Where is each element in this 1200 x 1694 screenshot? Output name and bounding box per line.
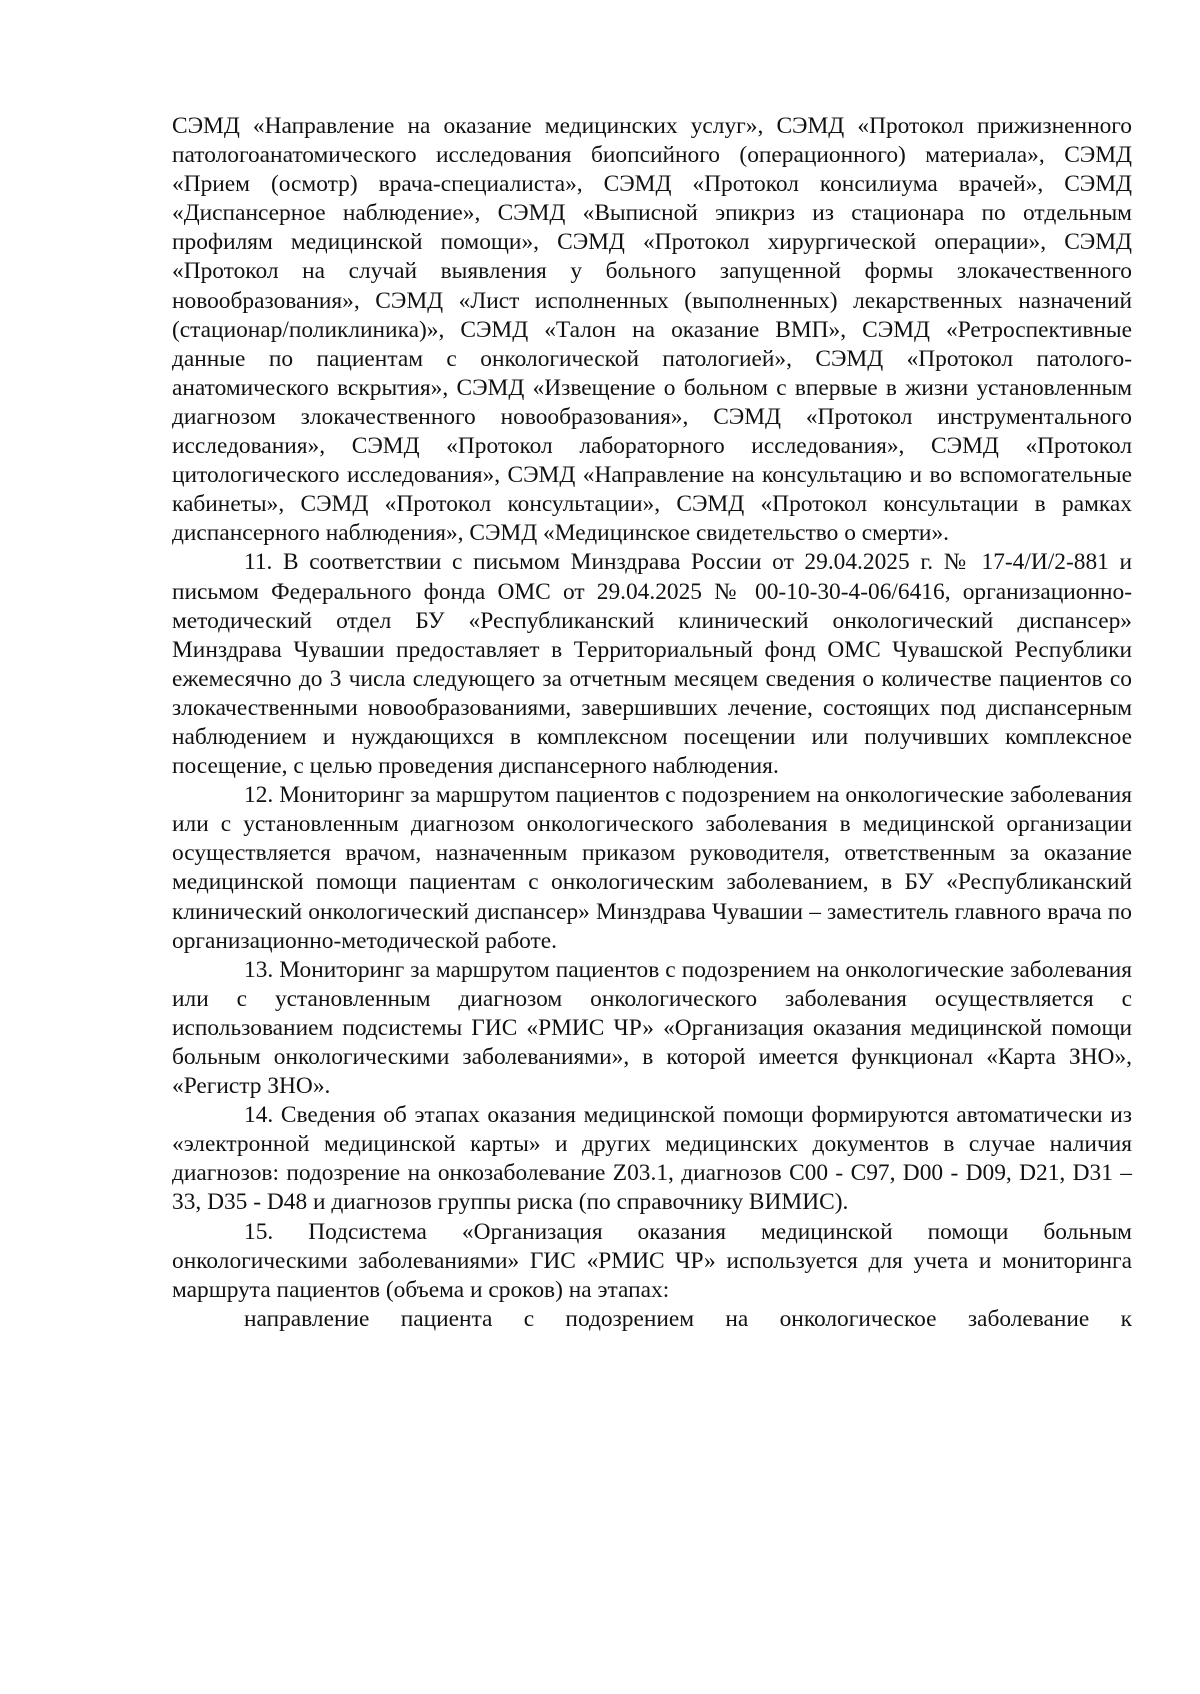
paragraph-truncated-line: направление пациента с подозрением на онкологическое заболевание к bbox=[244, 1305, 1132, 1332]
document-page bbox=[172, 112, 1132, 1334]
paragraph-item-15: 15. Подсистема «Организация оказания медицинской помощи больным онкологическими заболеваниями» ГИС «РМИС ЧР» используется для учета и мониторинга маршрута пациентов (объема и сроков) на этапах: bbox=[172, 1218, 1132, 1303]
paragraph-item-14: 14. Сведения об этапах оказания медицинской помощи формируются автоматически из «электронной медицинской карты» и других медицинских документов в случае наличия диагнозов: подозрение на онкозаболевание Z03.1, диагнозов C00 - C97, D00 - D09, D21, D31 – 33, D35 - D48 и диагнозов группы риска (по справочнику ВИМИС). bbox=[172, 1102, 1132, 1216]
paragraph-item-12: 12. Мониторинг за маршрутом пациентов с подозрением на онкологические заболевания или с установленным диагнозом онкологического заболевания в медицинской организации осуществляется врачом, назначенным приказом руководителя, ответственным за оказание медицинской помощи пациентам с онкологическим заболеванием, в БУ «Республиканский клинический онкологический диспансер» Минздрава Чувашии – заместитель главного врача по организационно-методической работе. bbox=[172, 782, 1132, 954]
paragraph-item-11: 11. В соответствии с письмом Минздрава России от 29.04.2025 г. № 17-4/И/2-881 и письмом Федерального фонда ОМС от 29.04.2025 № 00-10-30-4-06/6416, организационно-методический отдел БУ «Республиканский клинический онкологический диспансер» Минздрава Чувашии предоставляет в Территориальный фонд ОМС Чувашской Республики ежемесячно до 3 числа следующего за отчетным месяцем сведения о количестве пациентов со злокачественными новообразованиями, завершивших лечение, состоящих под диспансерным наблюдением и нуждающихся в комплексном посещении или получивших комплексное посещение, с целью проведения диспансерного наблюдения. bbox=[172, 549, 1132, 780]
paragraph-continuation: СЭМД «Направление на оказание медицинских услуг», СЭМД «Протокол прижизненного патологоанатомического исследования биопсийного (операционного) материала», СЭМД «Прием (осмотр) врача-специалиста», СЭМД «Протокол консилиума врачей», СЭМД «Диспансерное наблюдение», СЭМД «Выписной эпикриз из стационара по отдельным профилям медицинской помощи», СЭМД «Протокол хирургической операции», СЭМД «Протокол на случай выявления у больного запущенной формы злокачественного новообразования», СЭМД «Лист исполненных (выполненных) лекарственных назначений (стационар/поликлиника)», СЭМД «Талон на оказание ВМП», СЭМД «Ретроспективные данные по пациентам с онкологической патологией», СЭМД «Протокол патолого-анатомического вскрытия», СЭМД «Извещение о больном с впервые в жизни установленным диагнозом злокачественного новообразования», СЭМД «Протокол инструментального исследования», СЭМД «Протокол лабораторного исследования», СЭМД «Протокол цитологического исследования», СЭМД «Направление на консультацию и во вспомогательные кабинеты», СЭМД «Протокол консультации», СЭМД «Протокол консультации в рамках диспансерного наблюдения», СЭМД «Медицинское свидетельство о смерти». bbox=[172, 113, 1132, 547]
paragraph-item-13: 13. Мониторинг за маршрутом пациентов с подозрением на онкологические заболевания или с установленным диагнозом онкологического заболевания осуществляется с использованием подсистемы ГИС «РМИС ЧР» «Организация оказания медицинской помощи больным онкологическими заболеваниями», в которой имеется функционал «Карта ЗНО», «Регистр ЗНО». bbox=[172, 956, 1132, 1100]
